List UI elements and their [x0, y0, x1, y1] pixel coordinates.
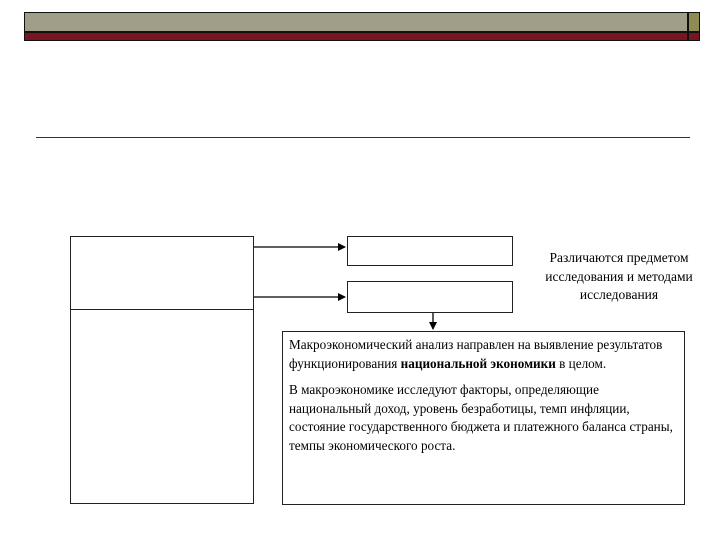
side-note: Различаются предметом исследования и методами исследования	[545, 250, 693, 302]
description-bold-term: национальной экономики	[400, 355, 556, 371]
description-text-1b: в целом.	[555, 355, 607, 371]
description-paragraph-1	[289, 336, 678, 373]
description-box	[282, 331, 685, 505]
description-paragraph-2: В макроэкономике исследуют факторы, определяющие национальный доход, уровень безработицы, темп инфляции, состояние государственного бюджета и платежного баланса страны, темпы экономического роста.	[289, 382, 673, 453]
description-text-1a: Макроэкономический анализ направлен на выявление результатов функционирования	[289, 337, 663, 371]
